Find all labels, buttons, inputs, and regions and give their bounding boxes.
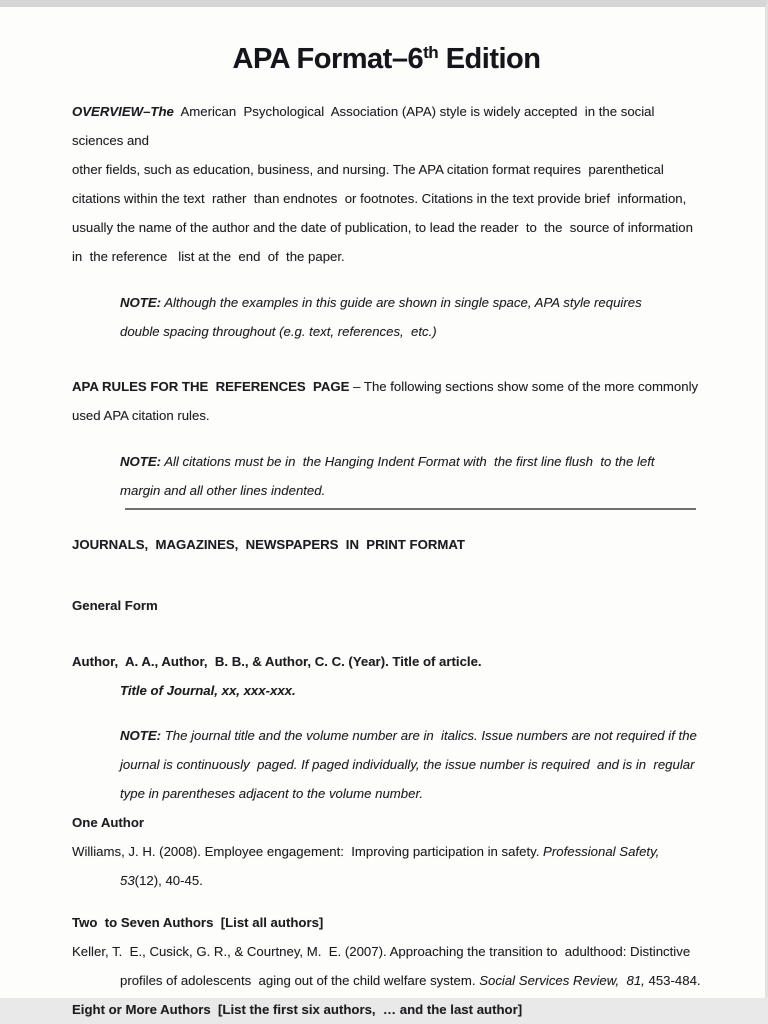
- note-line: NOTE: All citations must be in the Hanging Indent Format with the first line flush to the left: [120, 454, 655, 469]
- overview-paragraph: [72, 97, 701, 271]
- eight-or-more-heading: Eight or More Authors [List the first six authors, … and the last author]: [72, 1002, 523, 1017]
- overview-label: OVERVIEW–The: [72, 104, 174, 119]
- citation-line: Author, A. A., Author, B. B., & Author, C. C. (Year). Title of article.: [72, 654, 482, 669]
- general-form-heading: General Form: [72, 598, 158, 613]
- note-label: NOTE:: [120, 728, 162, 743]
- citation-line: Title of Journal, xx, xxx-xxx.: [120, 683, 296, 698]
- page-title: [72, 37, 701, 81]
- apa-rules-heading: APA RULES FOR THE REFERENCES PAGE: [72, 379, 354, 394]
- two-to-seven-citation: [72, 937, 701, 995]
- citation-line: 53(12), 40-45.: [120, 873, 203, 888]
- citation-line: profiles of adolescents aging out of the child welfare system. Social Services Review, 81, 453-484.: [120, 973, 701, 988]
- one-author-heading: One Author: [72, 815, 145, 830]
- overview-line: citations within the text rather than endnotes or footnotes. Citations in the text provide brief information,: [72, 191, 687, 206]
- apa-rules-line: APA RULES FOR THE REFERENCES PAGE – The following sections show some of the more commonly: [72, 379, 699, 394]
- note-line: NOTE: The journal title and the volume number are in italics. Issue numbers are not required if the: [120, 728, 697, 743]
- note-line: journal is continuously paged. If paged individually, the issue number is required and is in regular: [120, 757, 695, 772]
- note-line: NOTE: Although the examples in this guide are shown in single space, APA style requires: [120, 295, 642, 310]
- note-label: NOTE:: [120, 295, 162, 310]
- citation-line: Keller, T. E., Cusick, G. R., & Courtney, M. E. (2007). Approaching the transition to adulthood: Distinctive: [72, 944, 691, 959]
- overview-line: OVERVIEW–The American Psychological Association (APA) style is widely accepted in the social sciences and: [72, 104, 659, 148]
- note-journal-title: [120, 721, 701, 808]
- note-line: type in parentheses adjacent to the volume number.: [120, 786, 424, 801]
- note-label: NOTE:: [120, 454, 162, 469]
- overview-line: other fields, such as education, business, and nursing. The APA citation format requires parenthetical: [72, 162, 664, 177]
- overview-line: usually the name of the author and the date of publication, to lead the reader to the source of information: [72, 220, 693, 235]
- page-title-superscript: th: [423, 43, 439, 62]
- journals-section-heading: JOURNALS, MAGAZINES, NEWSPAPERS IN PRINT FORMAT: [72, 537, 465, 552]
- one-author-citation: [72, 837, 701, 895]
- note-line: double spacing throughout (e.g. text, references, etc.): [120, 324, 437, 339]
- note-single-space: [120, 288, 701, 346]
- two-to-seven-heading: Two to Seven Authors [List all authors]: [72, 915, 324, 930]
- page-title-suffix: Edition: [438, 43, 541, 75]
- apa-rules-section: [72, 372, 701, 430]
- apa-rules-line: used APA citation rules.: [72, 408, 210, 423]
- general-form-citation: [72, 647, 701, 705]
- note-hanging-indent: [120, 447, 701, 505]
- overview-line: in the reference list at the end of the paper.: [72, 249, 345, 264]
- citation-line: Williams, J. H. (2008). Employee engagement: Improving participation in safety. Professional Safety,: [72, 844, 660, 859]
- page-title-main: APA Format–6: [232, 43, 424, 75]
- section-divider: [125, 508, 696, 510]
- note-line: margin and all other lines indented.: [120, 483, 326, 498]
